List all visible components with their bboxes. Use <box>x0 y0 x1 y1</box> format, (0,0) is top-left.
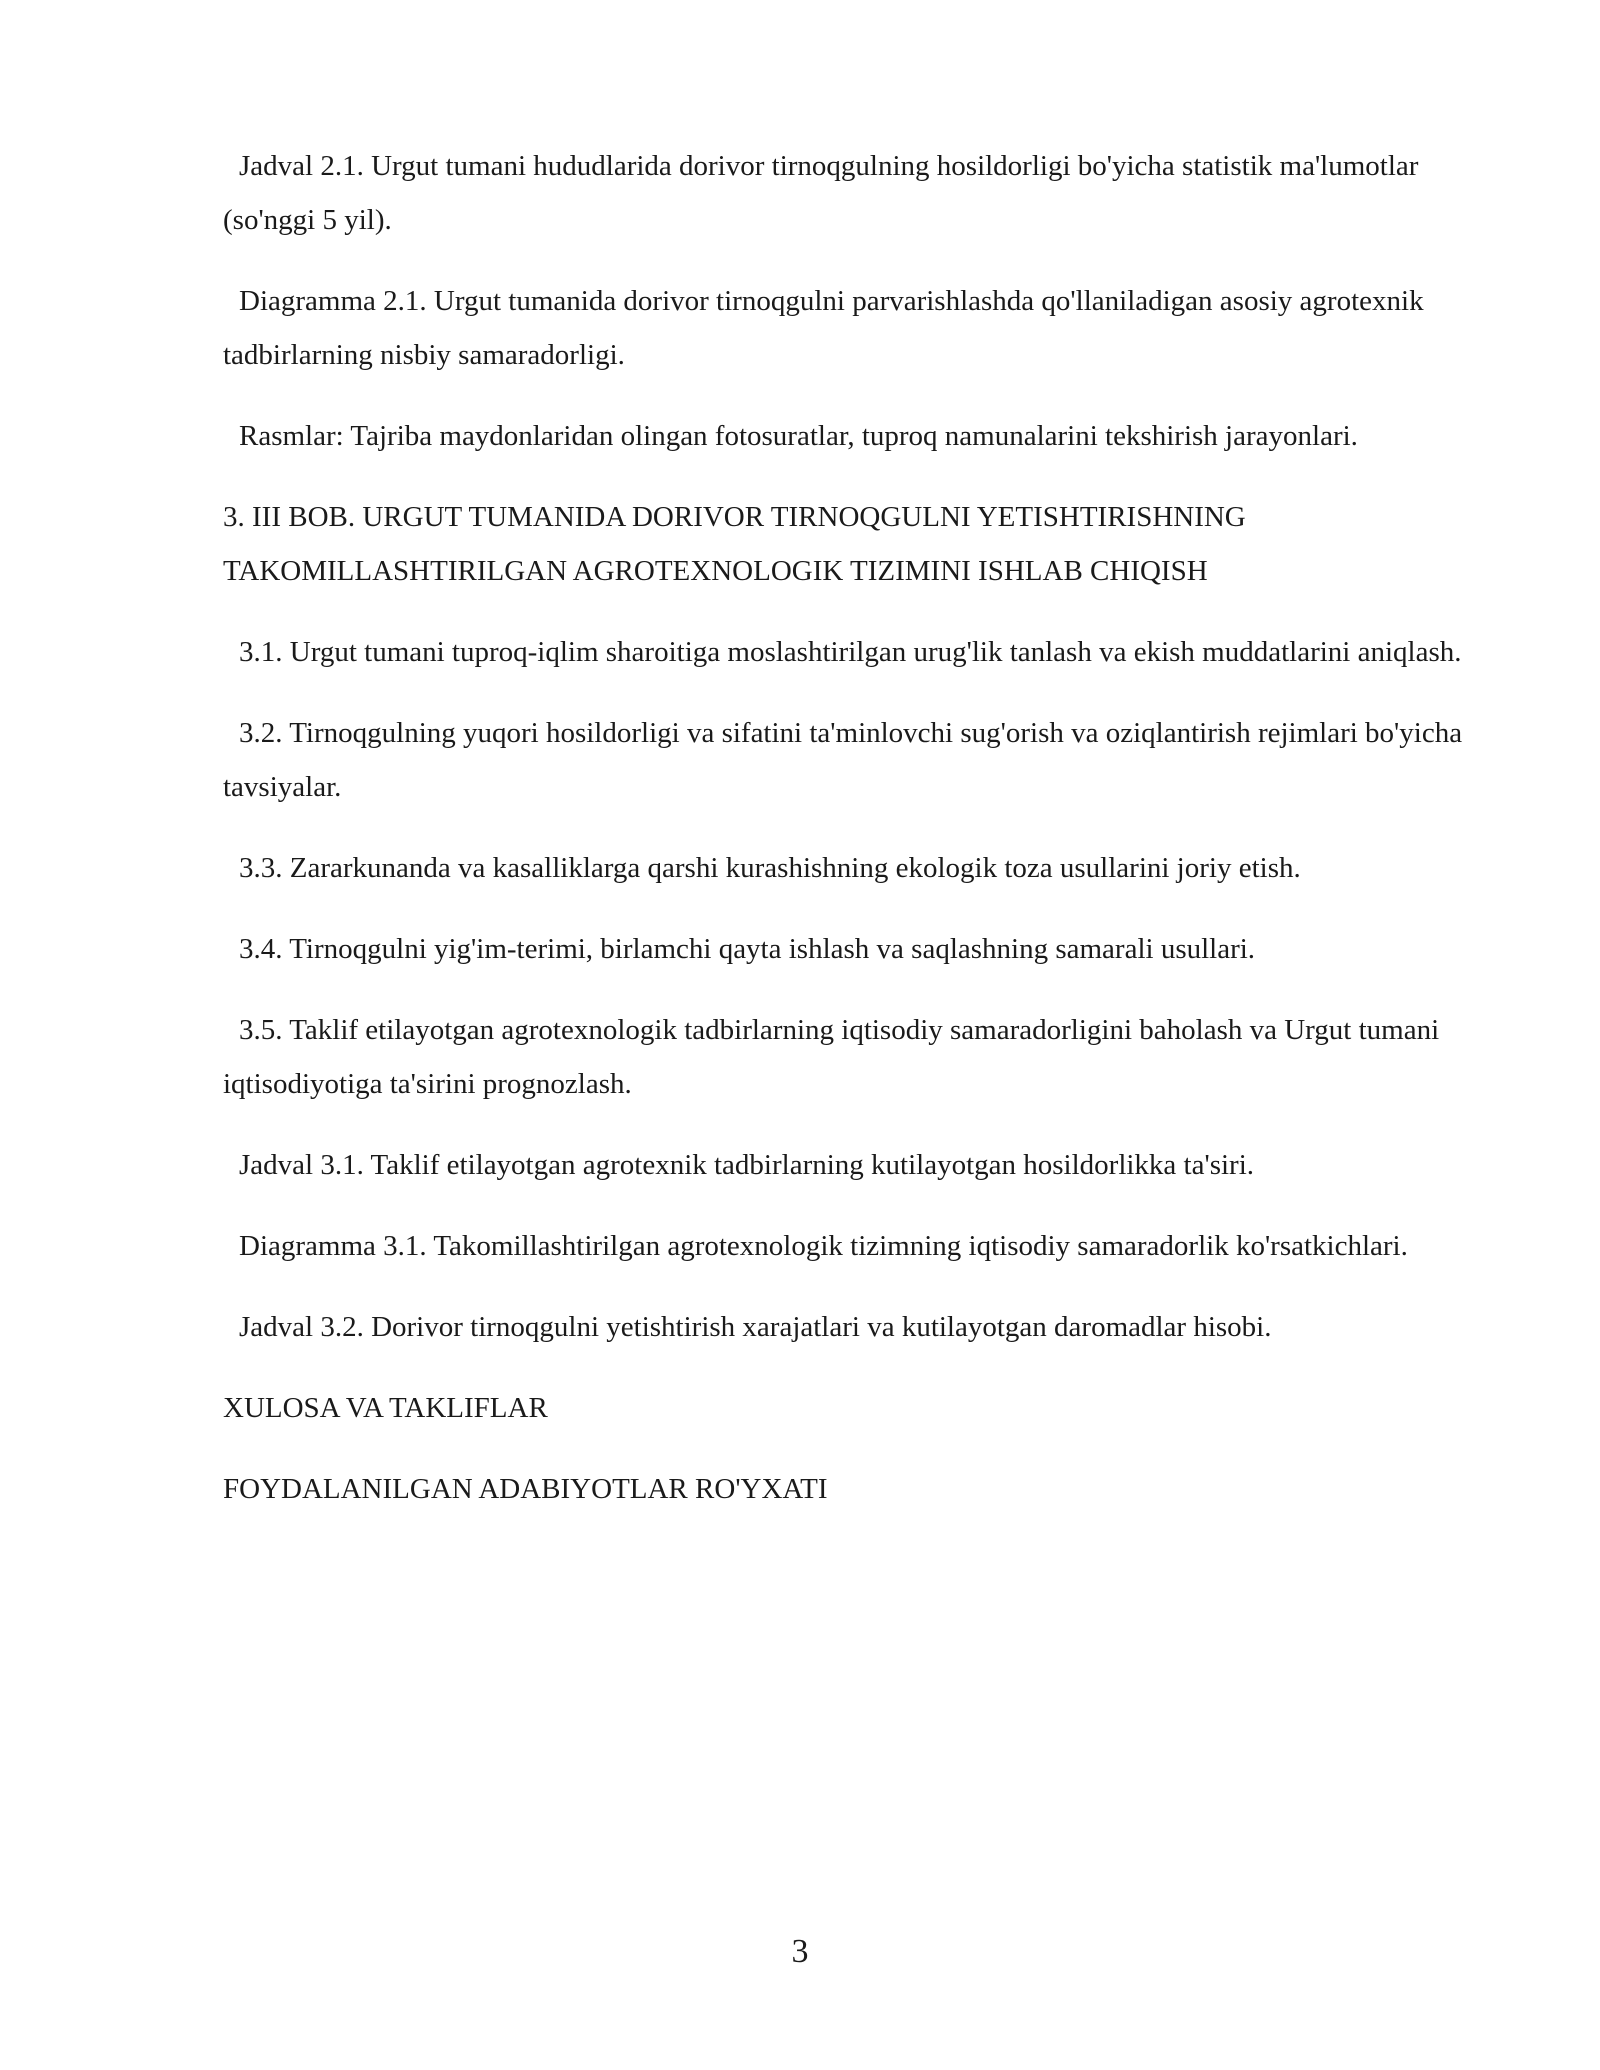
chapter-3-heading: 3. III BOB. URGUT TUMANIDA DORIVOR TIRNOQGULNI YETISHTIRISHNING TAKOMILLASHTIRILGAN AGROTEXNOLOGIK TIZIMINI ISHLAB CHIQISH <box>223 501 1246 587</box>
section-3-4: 3.4. Tirnoqgulni yig'im-terimi, birlamchi qayta ishlash va saqlashning samarali usullari. <box>239 933 1256 965</box>
paragraph-diagramma-2-1: Diagramma 2.1. Urgut tumanida dorivor tirnoqgulni parvarishlashda qo'llaniladigan asosiy agrotexnik tadbirlarning nisbiy samaradorligi. <box>223 285 1424 371</box>
paragraph-jadval-3-2: Jadval 3.2. Dorivor tirnoqgulni yetishtirish xarajatlari va kutilayotgan daromadlar hisobi. <box>239 1311 1272 1343</box>
paragraph-diagramma-3-1: Diagramma 3.1. Takomillashtirilgan agrotexnologik tizimning iqtisodiy samaradorlik ko'rsatkichlari. <box>239 1230 1408 1262</box>
page-number: 3 <box>791 1933 809 1970</box>
section-3-2: 3.2. Tirnoqgulning yuqori hosildorligi va sifatini ta'minlovchi sug'orish va oziqlantirish rejimlari bo'yicha tavsiyalar. <box>223 717 1463 803</box>
paragraph-jadval-3-1: Jadval 3.1. Taklif etilayotgan agrotexnik tadbirlarning kutilayotgan hosildorlikka ta'siri. <box>239 1149 1255 1181</box>
section-3-1: 3.1. Urgut tumani tuproq-iqlim sharoitiga moslashtirilgan urug'lik tanlash va ekish muddatlarini aniqlash. <box>239 636 1462 668</box>
section-3-3: 3.3. Zararkunanda va kasalliklarga qarshi kurashishning ekologik toza usullarini joriy etish. <box>239 852 1301 884</box>
section-3-5: 3.5. Taklif etilayotgan agrotexnologik tadbirlarning iqtisodiy samaradorligini baholash va Urgut tumani iqtisodiyotiga ta'sirini prognozlash. <box>223 1014 1440 1100</box>
paragraph-jadval-2-1: Jadval 2.1. Urgut tumani hududlarida dorivor tirnoqgulning hosildorligi bo'yicha statistik ma'lumotlar (so'nggi 5 yil). <box>223 150 1419 236</box>
paragraph-rasmlar: Rasmlar: Tajriba maydonlaridan olingan fotosuratlar, tuproq namunalarini tekshirish jarayonlari. <box>239 420 1358 452</box>
conclusion-heading: XULOSA VA TAKLIFLAR <box>223 1392 548 1424</box>
page-content <box>223 139 1463 1543</box>
references-heading: FOYDALANILGAN ADABIYOTLAR RO'YXATI <box>223 1473 828 1505</box>
